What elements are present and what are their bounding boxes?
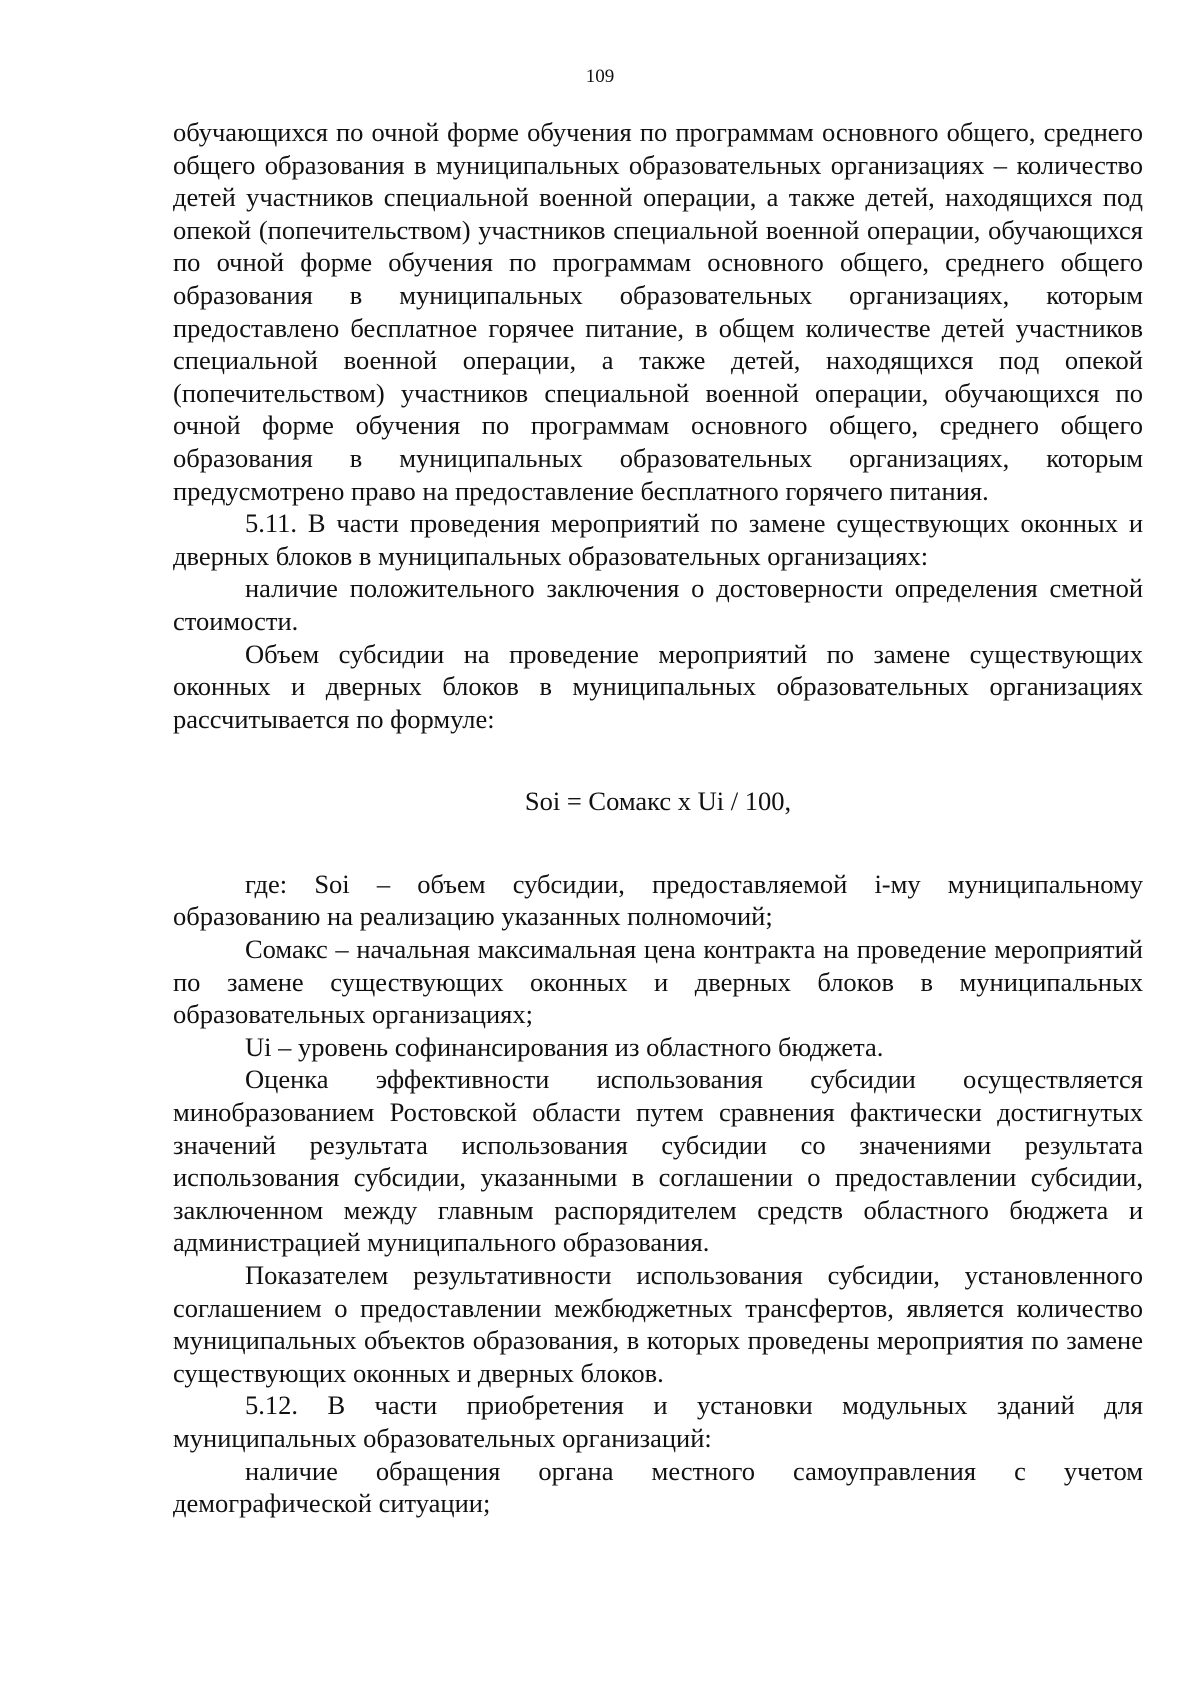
- definition-ui: Ui – уровень софинансирования из областного бюджета.: [245, 1031, 884, 1062]
- section-5-12-heading: 5.12. В части приобретения и установки модульных зданий для муниципальных образовательных организаций:: [173, 1390, 1143, 1453]
- subsidy-volume-paragraph: Объем субсидии на проведение мероприятий по замене существующих оконных и дверных блоков в муниципальных образовательных организациях рассчитывается по формуле:: [173, 638, 1143, 734]
- document-body: [173, 116, 1143, 1520]
- condition-positive-conclusion: наличие положительного заключения о достоверности определения сметной стоимости.: [173, 573, 1143, 636]
- paragraph-continuation: обучающихся по очной форме обучения по программам основного общего, среднего общего образования в муниципальных образовательных организациях – количество детей участников специальной военной операции, а также детей, находящихся под опекой (попечительством) участников специальной военной операции, обучающихся по очной форме обучения по программам основного общего, среднего общего образования в муниципальных образовательных организациях, которым предоставлено бесплатное горячее питание, в общем количестве детей участников специальной военной операции, а также детей, находящихся под опекой (попечительством) участников специальной военной операции, обучающихся по очной форме обучения по программам основного общего, среднего общего образования в муниципальных образовательных организациях, которым предусмотрено право на предоставление бесплатного горячего питания.: [173, 117, 1143, 506]
- section-5-11-heading: 5.11. В части проведения мероприятий по замене существующих оконных и дверных блоков в муниципальных образовательных организациях:: [173, 508, 1143, 571]
- performance-indicator-paragraph: Показателем результативности использования субсидии, установленного соглашением о предоставлении межбюджетных трансфертов, является количество муниципальных объектов образования, в которых проведены мероприятия по замене существующих оконных и дверных блоков.: [173, 1260, 1143, 1388]
- subsidy-formula: Soi = Сомакс x Ui / 100,: [524, 786, 792, 817]
- efficiency-assessment-paragraph: Оценка эффективности использования субсидии осуществляется минобразованием Ростовской области путем сравнения фактически достигнутых значений результата использования субсидии со значениями результата использования субсидии, указанными в соглашении о предоставлении субсидии, заключенном между главным распорядителем средств областного бюджета и администрацией муниципального образования.: [173, 1064, 1143, 1258]
- condition-local-authority-request: наличие обращения органа местного самоуправления с учетом демографической ситуации;: [173, 1455, 1143, 1519]
- definition-soi: где: Soi – объем субсидии, предоставляемой i-му муниципальному образованию на реализацию указанных полномочий;: [173, 868, 1143, 932]
- page-number: 109: [585, 66, 615, 87]
- definition-somaks: Сомакс – начальная максимальная цена контракта на проведение мероприятий по замене существующих оконных и дверных блоков в муниципальных образовательных организациях;: [173, 934, 1143, 1030]
